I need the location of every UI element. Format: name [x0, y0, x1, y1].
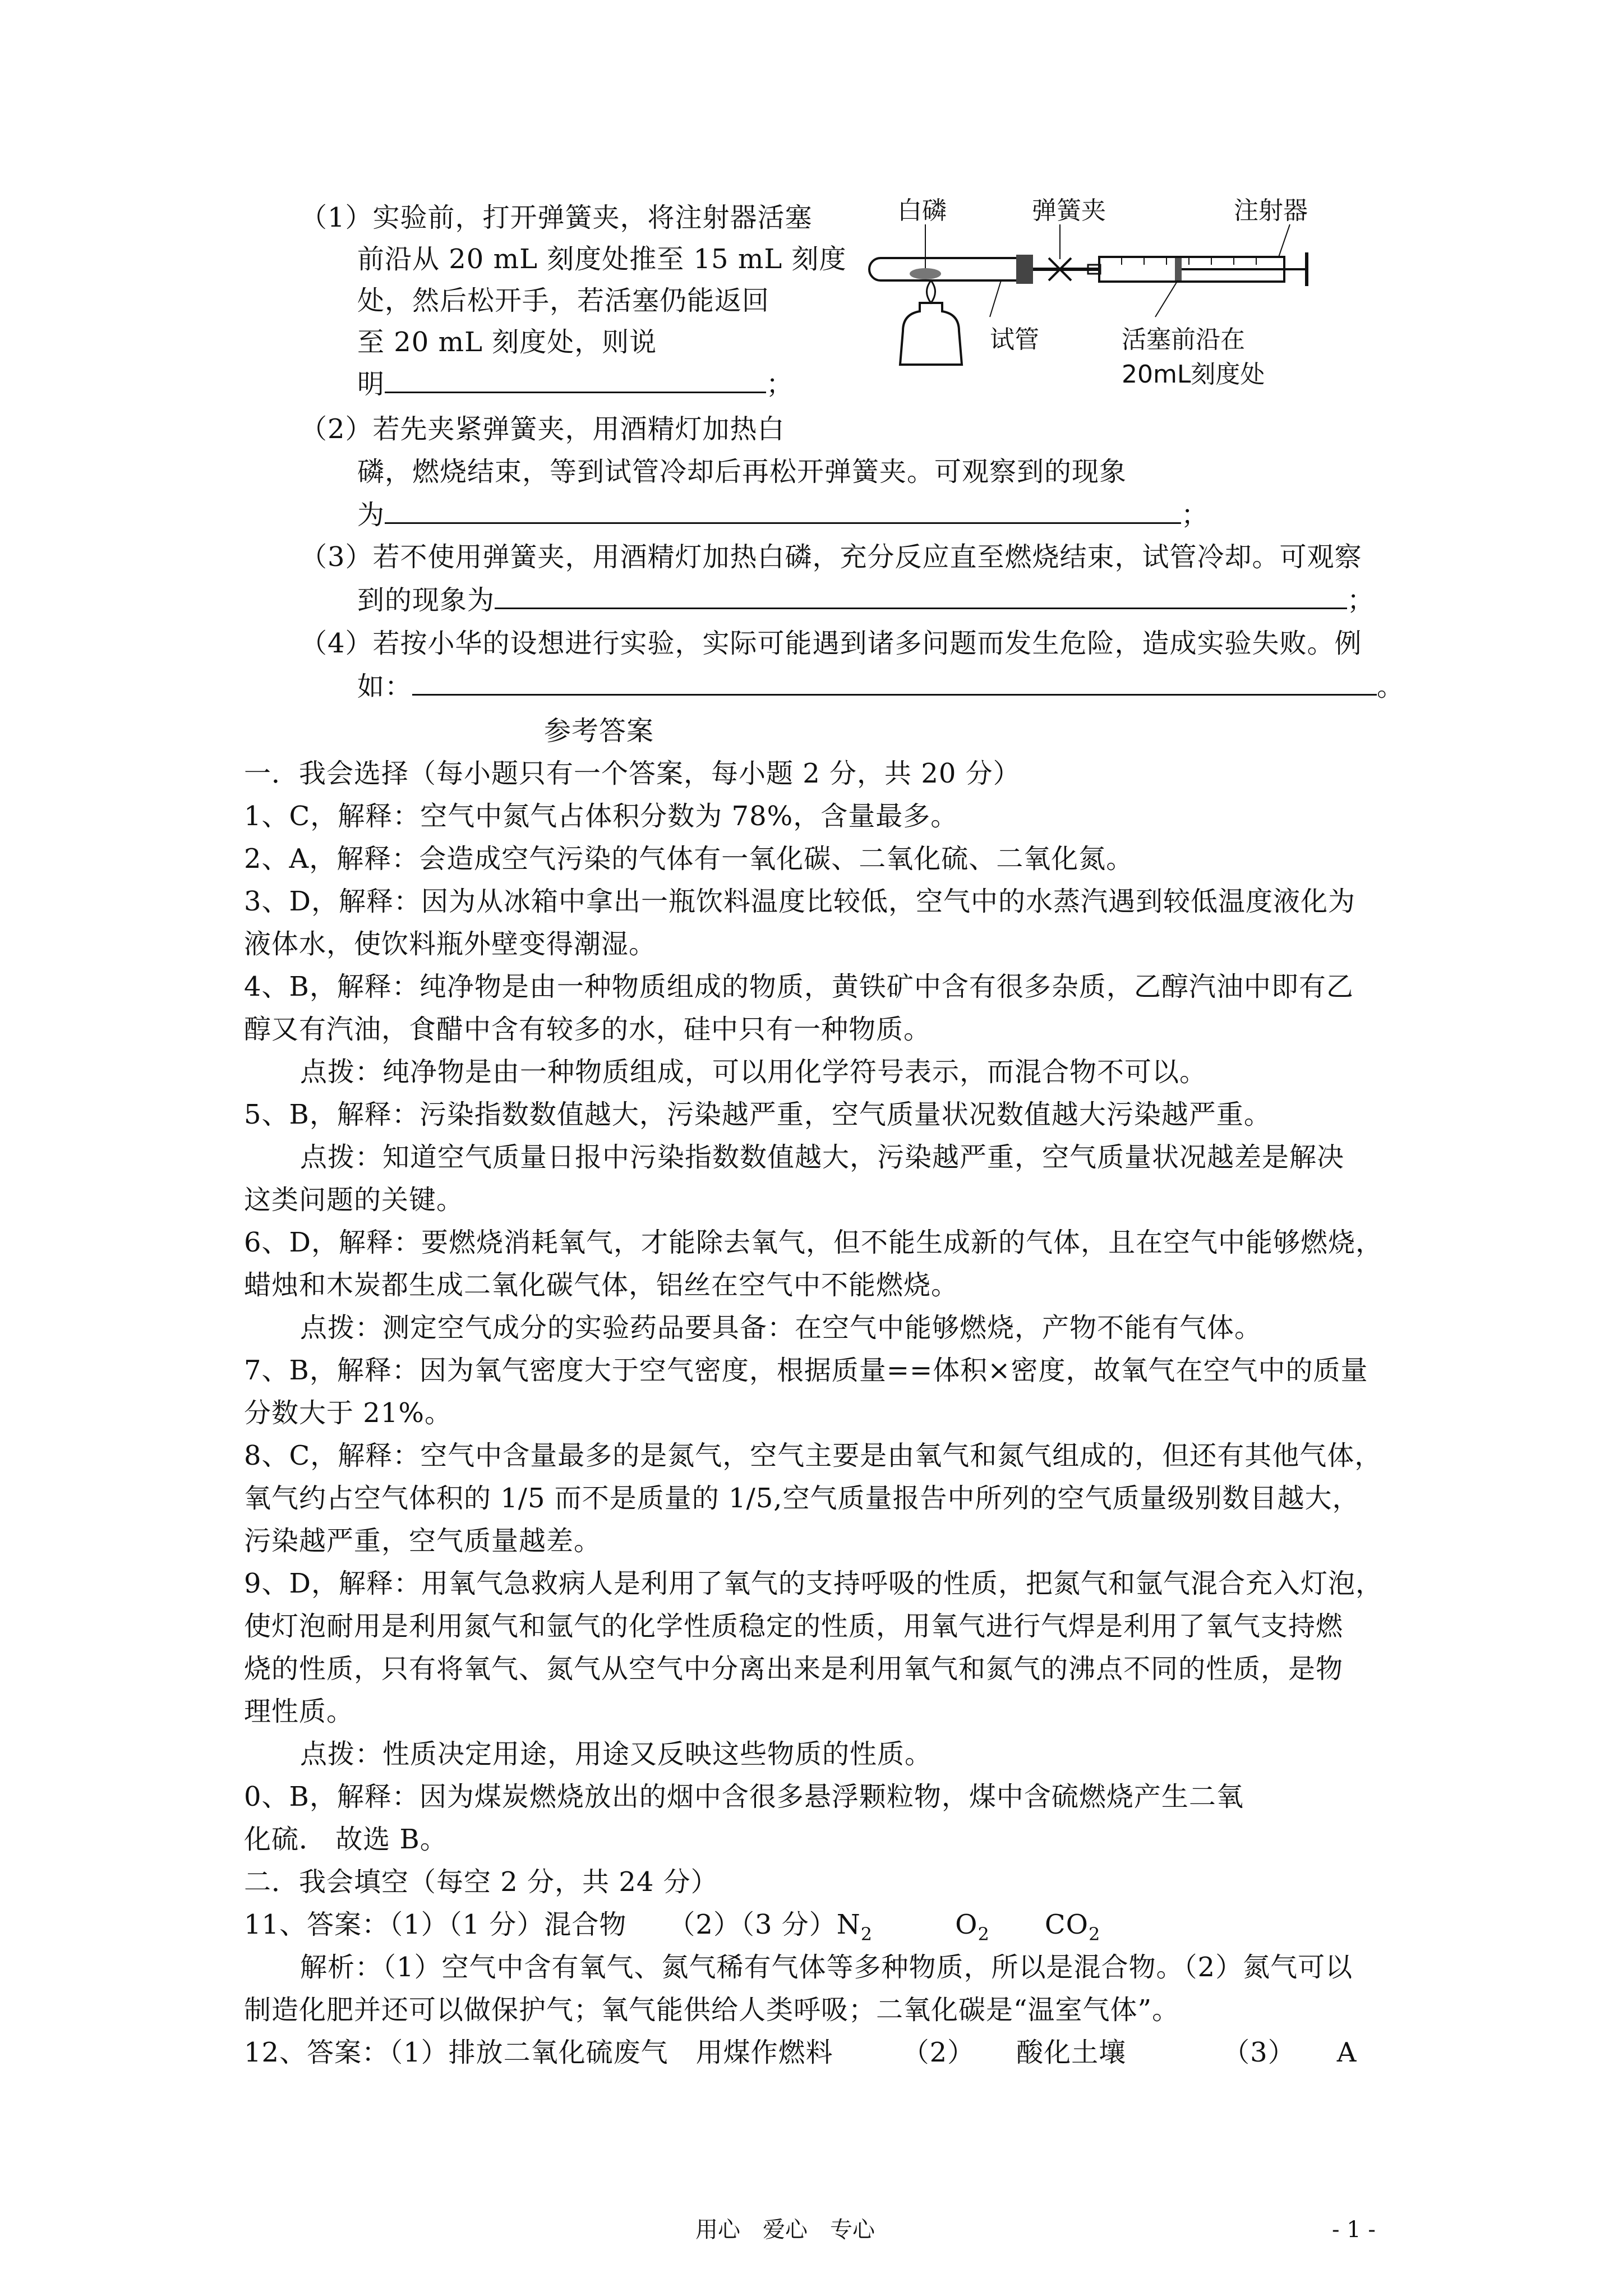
answer-5-tip-line2: 这类问题的关键。: [244, 1184, 464, 1216]
q1-line5-end: ；: [766, 369, 794, 400]
answer-8-line1: 8、C，解释：空气中含量最多的是氮气，空气主要是由氧气和氮气组成的，但还有其他气体，: [244, 1440, 1382, 1471]
leader-syringe: [1279, 224, 1290, 257]
apparatus-figure: [864, 196, 1324, 398]
leader-tube: [990, 280, 1001, 317]
answer-11: [244, 1908, 1100, 1951]
white-phosphorus-shape: [910, 268, 941, 279]
q4-line1: （4）若按小华的设想进行实验，实际可能遇到诸多问题而发生危险，造成实验失败。例: [300, 628, 1362, 659]
answer-3-line1: 3、D，解释：因为从冰箱中拿出一瓶饮料温度比较低，空气中的水蒸汽遇到较低温度液化为: [244, 886, 1356, 917]
n2-subscript: 2: [860, 1924, 873, 1945]
page-number: - 1 -: [1332, 2217, 1376, 2243]
q2-line2: 磷，燃烧结束，等到试管冷却后再松开弹簧夹。可观察到的现象: [357, 456, 1127, 487]
q2-line3: [357, 498, 1209, 532]
q3-answer-blank[interactable]: [495, 583, 1347, 609]
answer-10-line2: 化硫． 故选 B。: [244, 1824, 448, 1855]
footer-motto: 用心 爱心 专心: [695, 2217, 875, 2243]
q4-line2-text: 如：: [357, 671, 413, 702]
label-white-phosphorus: 白磷: [897, 196, 947, 225]
stopper-shape: [1016, 255, 1033, 284]
label-syringe: 注射器: [1234, 196, 1308, 225]
answer-11-explanation-line1: 解析：（1）空气中含有氧气、氮气稀有气体等多种物质，所以是混合物。（2）氮气可以: [300, 1952, 1353, 1983]
answer-9-line3: 烧的性质，只有将氧气、氮气从空气中分离出来是利用氧气和氮气的沸点不同的性质，是物: [244, 1653, 1344, 1685]
answer-6-tip: 点拨：测定空气成分的实验药品要具备：在空气中能够燃烧，产物不能有气体。: [300, 1312, 1262, 1343]
answer-5: 5、B，解释：污染指数数值越大，污染越严重，空气质量状况数值越大污染越严重。: [244, 1099, 1271, 1130]
q1-line5: [357, 367, 794, 401]
q1-line1: （1）实验前，打开弹簧夹，将注射器活塞: [300, 202, 813, 233]
alcohol-lamp-shape: [900, 303, 962, 365]
answer-4-line2: 醇又有汽油，食醋中含有较多的水，硅中只有一种物质。: [244, 1014, 932, 1045]
answer-8-line3: 污染越严重，空气质量越差。: [244, 1525, 602, 1557]
q1-line2: 前沿从 20 mL 刻度处推至 15 mL 刻度: [357, 243, 847, 275]
label-piston-position-1: 活塞前沿在: [1122, 325, 1245, 354]
answer-9-line4: 理性质。: [244, 1696, 354, 1727]
q4-line2-end: 。: [1377, 671, 1405, 702]
co2-symbol: CO: [1044, 1909, 1089, 1940]
q4-answer-blank[interactable]: [412, 669, 1377, 696]
answer-8-line2: 氧气约占空气体积的 1/5 而不是质量的 1/5,空气质量报告中所列的空气质量级别数目越大，: [244, 1483, 1360, 1514]
section2-heading: 二．我会填空（每空 2 分，共 24 分）: [244, 1866, 718, 1898]
co2-subscript: 2: [1088, 1924, 1101, 1945]
answer-10-line1: 0、B，解释：因为煤炭燃烧放出的烟中含很多悬浮颗粒物，煤中含硫燃烧产生二氧: [244, 1781, 1244, 1812]
answer-12: 12、答案：（1）排放二氧化硫废气 用煤作燃料 （2） 酸化土壤 （3） A: [244, 2037, 1357, 2068]
answer-4-line1: 4、B，解释：纯净物是由一种物质组成的物质，黄铁矿中含有很多杂质，乙醇汽油中即有乙: [244, 971, 1354, 1002]
q1-answer-blank[interactable]: [385, 367, 766, 393]
label-spring-clip: 弹簧夹: [1032, 196, 1106, 225]
answer-11-explanation-line2: 制造化肥并还可以做保护气；氧气能供给人类呼吸；二氧化碳是“温室气体”。: [244, 1994, 1180, 2026]
q3-line2-text: 到的现象为: [357, 585, 495, 616]
flame-shape: [927, 280, 935, 303]
q1-line5-text: 明: [357, 369, 385, 400]
syringe-graduations: [1122, 257, 1256, 265]
label-test-tube: 试管: [990, 325, 1039, 354]
answer-6-line2: 蜡烛和木炭都生成二氧化碳气体，铝丝在空气中不能燃烧。: [244, 1269, 959, 1301]
piston-shape: [1175, 258, 1182, 280]
q1-line3: 处，然后松开手，若活塞仍能返回: [357, 285, 770, 316]
q2-answer-blank[interactable]: [385, 498, 1181, 524]
o2-symbol: O: [955, 1909, 978, 1940]
q3-line2: [357, 583, 1375, 617]
answer-11-prefix: 11、答案：（1）（1 分）混合物 （2）（3 分）N: [244, 1909, 861, 1940]
answer-6-line1: 6、D，解释：要燃烧消耗氧气，才能除去氧气，但不能生成新的气体，且在空气中能够燃烧，: [244, 1227, 1384, 1258]
test-tube-shape: [869, 258, 1026, 280]
leader-piston: [1155, 280, 1178, 317]
answer-2: 2、A，解释：会造成空气污染的气体有一氧化碳、二氧化硫、二氧化氮。: [244, 843, 1134, 875]
answer-7-line2: 分数大于 21%。: [244, 1397, 452, 1429]
q2-line1: （2）若先夹紧弹簧夹，用酒精灯加热白: [300, 413, 785, 445]
label-piston-position-2: 20mL刻度处: [1122, 360, 1265, 389]
answer-3-line2: 液体水，使饮料瓶外壁变得潮湿。: [244, 928, 657, 960]
q2-line3-text: 为: [357, 499, 385, 531]
q1-line4: 至 20 mL 刻度处，则说: [357, 326, 657, 358]
q4-line2: [357, 669, 1404, 703]
answers-title: 参考答案: [544, 715, 654, 747]
answer-7-line1: 7、B，解释：因为氧气密度大于空气密度，根据质量==体积×密度，故氧气在空气中的质量: [244, 1355, 1368, 1386]
answer-9-line2: 使灯泡耐用是利用氮气和氩气的化学性质稳定的性质，用氧气进行气焊是利用了氧气支持燃: [244, 1611, 1344, 1642]
o2-subscript: 2: [978, 1924, 990, 1945]
section1-heading: 一．我会选择（每小题只有一个答案，每小题 2 分，共 20 分）: [244, 758, 1021, 789]
answer-9-line1: 9、D，解释：用氧气急救病人是利用了氧气的支持呼吸的性质，把氮气和氩气混合充入灯泡，: [244, 1568, 1384, 1599]
answer-4-tip: 点拨：纯净物是由一种物质组成，可以用化学符号表示，而混合物不可以。: [300, 1056, 1207, 1088]
q3-line1: （3）若不使用弹簧夹，用酒精灯加热白磷，充分反应直至燃烧结束，试管冷却。可观察: [300, 541, 1362, 573]
answer-1: 1、C，解释：空气中氮气占体积分数为 78%，含量最多。: [244, 800, 958, 832]
answer-5-tip-line1: 点拨：知道空气质量日报中污染指数数值越大，污染越严重，空气质量状况越差是解决: [300, 1142, 1345, 1173]
q3-line2-end: ；: [1347, 585, 1375, 616]
answer-9-tip: 点拨：性质决定用途，用途又反映这些物质的性质。: [300, 1738, 933, 1770]
q2-line3-end: ；: [1181, 499, 1209, 531]
